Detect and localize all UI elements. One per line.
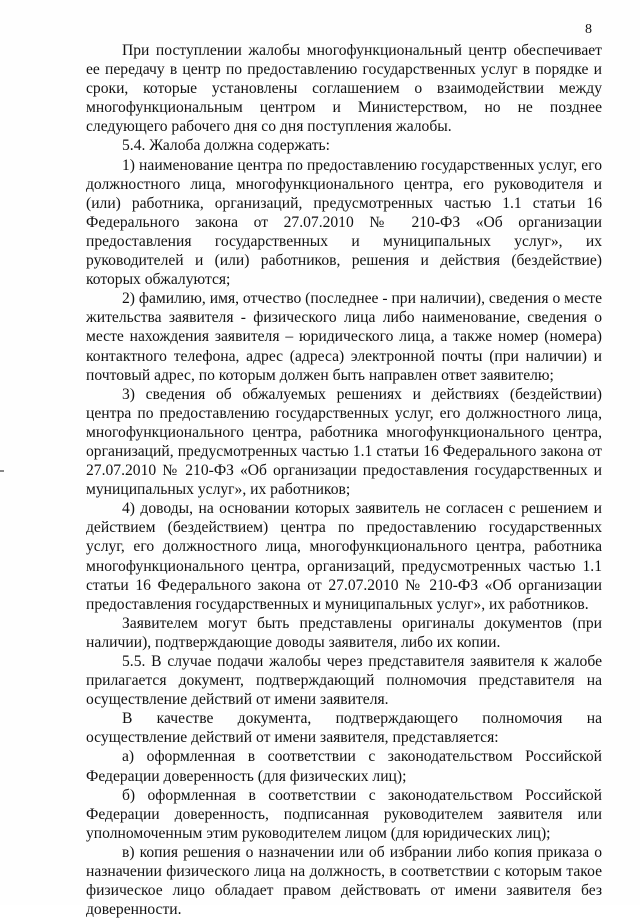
paragraph-item-a: а) оформленная в соответствии с законодательством Российской Федерации доверенность (для физических лиц); (86, 748, 602, 785)
scan-edge-mark (0, 470, 4, 472)
paragraph-item-2: 2) фамилию, имя, отчество (последнее - при наличии), сведения о месте жительства заявителя - физического лица либо наименование, сведения о месте нахождения заявителя – юридического лица, а также номер (номера) контактного телефона, адрес (адреса) электронной почты (при наличии) и почтовый адрес, по которым должен быть направлен ответ заявителю; (86, 290, 602, 384)
paragraph-5-4-heading: 5.4. Жалоба должна содержать: (122, 137, 330, 155)
paragraph-authority-document: В качестве документа, подтверждающего полномочия на осуществление действий от имени заявителя, представляется: (86, 710, 602, 747)
paragraph-item-v: в) копия решения о назначении или об избрании либо копия приказа о назначении физического лица на должность, в соответствии с которым такое физическое лицо обладает правом действовать от имени заявителя без доверенности. (86, 843, 602, 919)
paragraph-mfc-transfer: При поступлении жалобы многофункциональный центр обеспечивает ее передачу в центр по предоставлению государственных услуг в порядке и сроки, которые установлены соглашением о взаимодействии между многофункциональным центром и Министерством, но не позднее следующего рабочего дня со дня поступления жалобы. (86, 42, 602, 136)
document-body (86, 41, 602, 919)
paragraph-item-4: 4) доводы, на основании которых заявитель не согласен с решением и действием (бездействием) центра по предоставлению государственных услуг, его должностного лица, многофункционального центра, работника многофункционального центра, организаций, предусмотренных частью 1.1 статьи 16 Федерального закона от 27.07.2010 № 210-ФЗ «Об организации предоставления государственных и муниципальных услуг», их работников. (86, 500, 602, 613)
page-number: 8 (585, 22, 592, 37)
paragraph-5-5: 5.5. В случае подачи жалобы через представителя заявителя к жалобе прилагается документ, подтверждающий полномочия представителя на осуществление действий от имени заявителя. (86, 653, 602, 709)
paragraph-item-b: б) оформленная в соответствии с законодательством Российской Федерации доверенность, подписанная руководителем заявителя или уполномоченным этим руководителем лицом (для юридических лиц); (86, 786, 602, 842)
paragraph-item-3: 3) сведения об обжалуемых решениях и действиях (бездействии) центра по предоставлению государственных услуг, его должностного лица, многофункционального центра, работника многофункционального центра, организаций, предусмотренных частью 1.1 статьи 16 Федерального закона от 27.07.2010 № 210-ФЗ «Об организации предоставления государственных и муниципальных услуг», их работников; (86, 385, 602, 499)
paragraph-originals: Заявителем могут быть представлены оригиналы документов (при наличии), подтверждающие доводы заявителя, либо их копии. (86, 614, 602, 651)
paragraph-item-1: 1) наименование центра по предоставлению государственных услуг, его должностного лица, многофункционального центра, его руководителя и (или) работника, организаций, предусмотренных частью 1.1 статьи 16 Федерального закона от 27.07.2010 № 210-ФЗ «Об организации предоставления государственных и муниципальных услуг», их руководителей и (или) работников, решения и действия (бездействие) которых обжалуются; (86, 156, 602, 289)
